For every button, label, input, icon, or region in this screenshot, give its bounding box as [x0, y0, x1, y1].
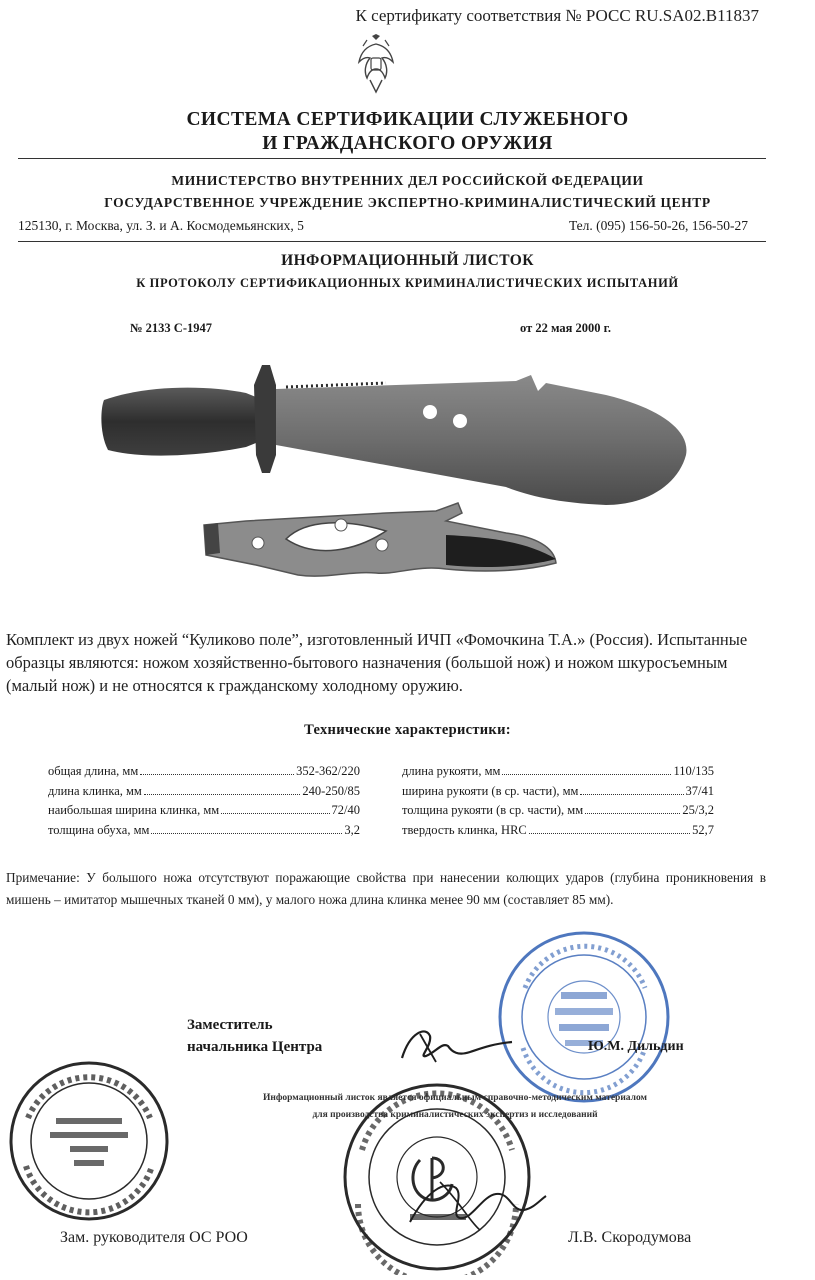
spec-row	[48, 821, 360, 841]
header-divider-top	[18, 158, 766, 159]
spec-label: общая длина, мм	[48, 764, 139, 778]
protocol-date: от 22 мая 2000 г.	[520, 321, 612, 335]
large-knife	[101, 365, 686, 505]
spec-label: ширина рукояти (в ср. части), мм	[402, 783, 579, 798]
spec-row	[402, 801, 714, 821]
leader-dots	[502, 774, 671, 775]
spec-label: толщина обуха, мм	[48, 822, 150, 837]
system-title-line1: СИСТЕМА СЕРТИФИКАЦИИ СЛУЖЕБНОГО	[186, 109, 629, 130]
deputy-name: Ю.М. Дильдин	[588, 1039, 684, 1054]
spec-label: твердость клинка, HRC	[402, 822, 527, 837]
leader-dots	[580, 794, 683, 795]
os-deputy-role: Зам. руководителя ОС РОО	[60, 1229, 248, 1246]
spec-label: толщина рукояти (в ср. части), мм	[402, 803, 584, 817]
spec-value: 352-362/220	[296, 764, 360, 778]
spec-value: 240-250/85	[302, 783, 360, 798]
spec-row	[48, 782, 360, 802]
ministry-seal	[6, 1058, 172, 1224]
deputy-title-line1: Заместитель	[187, 1017, 273, 1033]
footnote-line2: для производства криминалистических экспертиз и исследований	[312, 1110, 598, 1120]
ministry-block	[0, 170, 815, 214]
deputy-title	[187, 1014, 322, 1058]
certificate-reference: К сертификату соответствия № РОСС RU.SA02.B11837	[355, 6, 759, 25]
ministry-name: МИНИСТЕРСТВО ВНУТРЕННИХ ДЕЛ РОССИЙСКОЙ ФЕДЕРАЦИИ	[171, 173, 644, 188]
deputy-title-line2: начальника Центра	[187, 1039, 323, 1055]
protocol-number: № 2133 С-1947	[130, 321, 213, 335]
address: 125130, г. Москва, ул. З. и А. Космодемьянских, 5	[18, 218, 304, 233]
deputy-signature	[396, 1022, 516, 1068]
spec-value: 37/41	[685, 783, 714, 798]
state-emblem-icon	[353, 34, 399, 94]
leader-dots	[585, 813, 680, 814]
leader-dots	[221, 813, 329, 814]
spec-label: длина клинка, мм	[48, 783, 142, 798]
specs-left-column	[48, 762, 360, 840]
spec-value: 52,7	[692, 822, 714, 837]
os-signature	[400, 1172, 550, 1232]
spec-row	[48, 801, 360, 821]
spec-value: 72/40	[331, 803, 360, 817]
leader-dots	[144, 794, 301, 795]
phone: Тел. (095) 156-50-26, 156-50-27	[568, 218, 748, 233]
system-title	[0, 108, 815, 156]
document-title: ИНФОРМАЦИОННЫЙ ЛИСТОК	[281, 252, 534, 269]
spec-row	[48, 762, 360, 782]
description-paragraph: Комплект из двух ножей “Куликово поле”, изготовленный ИЧП «Фомочкина Т.А.» (Россия). Испытанные образцы являются: ножом хозяйственно-бытового назначения (большой нож) и ножом шкуросъемным (малый нож) и не относятся к гражданскому холодному оружию.	[6, 630, 748, 695]
leader-dots	[140, 774, 294, 775]
footnote-line1: Информационный листок является официальным справочно-методическим материалом	[262, 1093, 648, 1103]
small-knife	[204, 503, 556, 576]
system-title-line2: И ГРАЖДАНСКОГО ОРУЖИЯ	[262, 133, 553, 154]
os-deputy-name: Л.В. Скородумова	[568, 1229, 692, 1246]
specs-title: Технические характеристики:	[304, 722, 511, 738]
spec-label: наибольшая ширина клинка, мм	[48, 803, 220, 817]
spec-value: 3,2	[344, 822, 360, 837]
institution-name: ГОСУДАРСТВЕННОЕ УЧРЕЖДЕНИЕ ЭКСПЕРТНО-КРИМИНАЛИСТИЧЕСКИЙ ЦЕНТР	[104, 195, 711, 210]
note-paragraph: Примечание: У большого ножа отсутствуют поражающие свойства при нанесении колющих ударов (глубина проникновения в мишень – имитатор мышечных тканей 0 мм), у малого ножа длина клинка менее 90 мм (составляет 85 мм).	[6, 870, 766, 907]
spec-value: 110/135	[673, 764, 714, 778]
address-row	[18, 218, 748, 234]
specs-right-column	[402, 762, 714, 840]
spec-label: длина рукояти, мм	[402, 764, 501, 778]
spec-row	[402, 762, 714, 782]
header-divider-bottom	[18, 241, 766, 242]
spec-row	[402, 782, 714, 802]
knife-set-photo	[86, 355, 706, 595]
leader-dots	[529, 833, 690, 834]
spec-value: 25/3,2	[682, 803, 714, 817]
document-subtitle: К ПРОТОКОЛУ СЕРТИФИКАЦИОННЫХ КРИМИНАЛИСТИЧЕСКИХ ИСПЫТАНИЙ	[136, 276, 679, 290]
spec-row	[402, 821, 714, 841]
leader-dots	[151, 833, 342, 834]
